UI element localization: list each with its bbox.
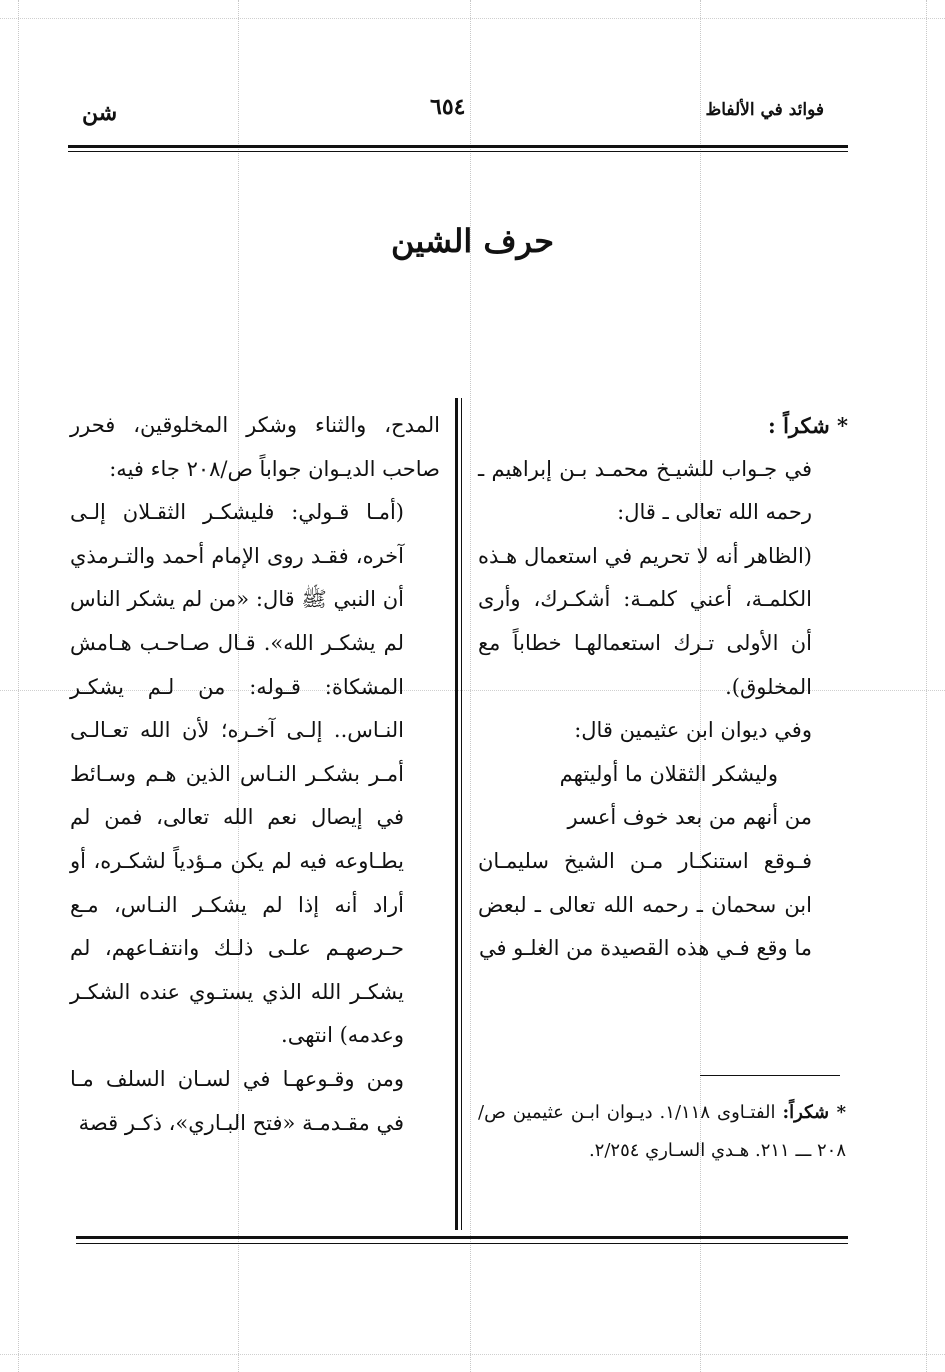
chapter-title: حرف الشين bbox=[391, 222, 554, 260]
footnote bbox=[478, 1094, 846, 1170]
right-column bbox=[478, 404, 848, 971]
page-number: ٦٥٤ bbox=[430, 94, 466, 120]
section-letter: شن bbox=[82, 100, 118, 126]
paragraph: فـوقع استنكـار مـن الشيخ سليمـان ابن سحمان ـ رحمه الله تعالى ـ لبعض ما وقع فـي هذه القصيدة من الغلـو في bbox=[478, 848, 812, 961]
header-rule bbox=[68, 145, 848, 148]
scan-guide-line bbox=[0, 18, 945, 19]
scan-guide-line bbox=[470, 0, 471, 1372]
paragraph: (أمـا قـولي: فليشكـر الثقـلان إلـى آخره، فقـد روى الإمام أحمد والتـرمذي أن النبي ﷺ قال: «من لم يشكر الناس لم يشكـر الله». قـال صـاحـب هـامش المشكاة: قـوله: من لـم يشكـر النـاس.. إلـى آخـره؛ لأن الله تعـالـى أمـر بشكـر النـاس الذين هـم وسـائط في إيصال نعم الله تعالى، فمن لم يطـاوعه فيه لم يكن مـؤدياً لشكـره، أو أراد أنه إذا لم يشكـر النـاس، مـع حـرصهـم علـى ذلـك وانتفـاعهم، لم يشكـر الله الذي يستـوي عنده الشكـر وعدمه) انتهى. bbox=[70, 500, 404, 1048]
left-column bbox=[70, 404, 440, 1145]
running-header bbox=[68, 92, 846, 132]
entry-heading: * شكراً : bbox=[768, 413, 848, 438]
paragraph: (الظاهر أنه لا تحريم في استعمال هـذه الكلمـة، أعني كلمـة: أشكـرك، وأرى أن الأولى تـرك استعمالهـا خطاباً مع المخلوق). bbox=[478, 543, 812, 699]
footnote-lead: * شكراً: bbox=[782, 1102, 847, 1123]
column-divider bbox=[455, 398, 458, 1230]
book-title: فوائد في الألفاظ bbox=[705, 100, 824, 120]
paragraph: وفي ديوان ابن عثيمين قال: bbox=[574, 718, 812, 743]
scan-guide-line bbox=[0, 1354, 945, 1355]
footer-rule-thin bbox=[76, 1243, 848, 1244]
footnote-rule bbox=[700, 1075, 840, 1076]
paragraph: في جـواب للشيـخ محمـد بـن إبراهيم ـ رحمه الله تعالى ـ قال: bbox=[478, 456, 812, 525]
verse-line: وليشكر الثقلان ما أوليتهم bbox=[559, 761, 778, 786]
header-rule-thin bbox=[68, 151, 848, 152]
scan-guide-line bbox=[926, 0, 927, 1372]
scan-guide-line bbox=[18, 0, 19, 1372]
paragraph: المدح، والثناء وشكر المخلوقين، فحرر صاحب الديـوان جواباً ص/٢٠٨ جاء فيه: bbox=[70, 413, 440, 481]
verse-line: من أنهم من بعد خوف أعسر bbox=[567, 805, 812, 830]
footnote-text: الفتـاوى ١/١١٨. ديـوان ابـن عثيمين ص/٢٠٨ ـــ ٢١١. هـدي السـاري ٢/٢٥٤. bbox=[478, 1102, 846, 1161]
paragraph: ومن وقـوعهـا في لسـان السلف مـا في مقـدمـة «فتح البـاري»، ذكـر قصة bbox=[70, 1066, 404, 1135]
footer-rule bbox=[76, 1236, 848, 1239]
column-divider-thin bbox=[461, 398, 462, 1230]
